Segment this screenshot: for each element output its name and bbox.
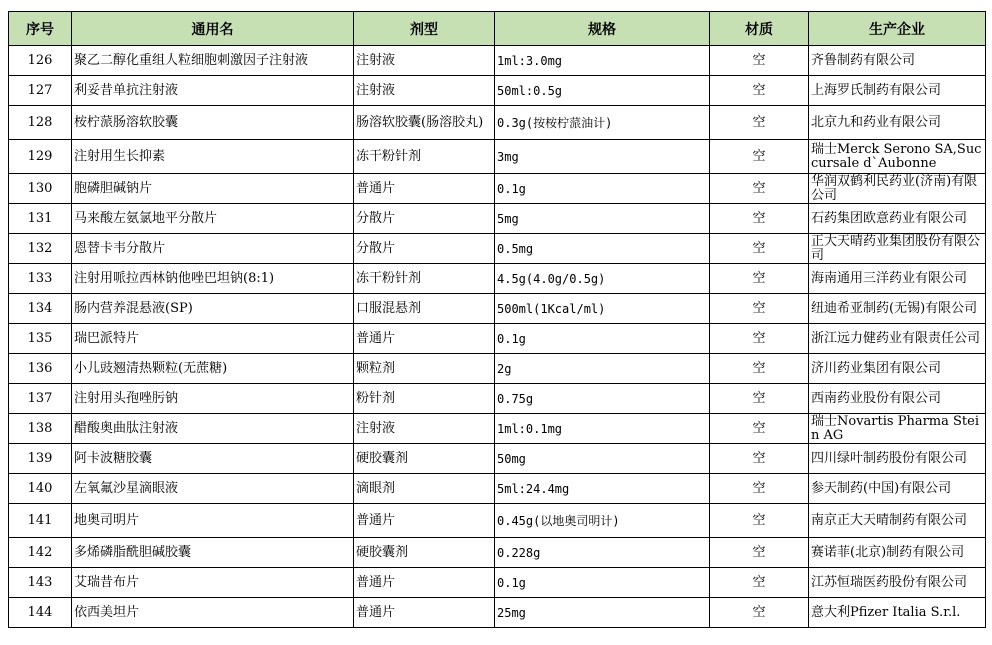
cell-specification: 0.228g [495, 538, 710, 568]
header-row [9, 12, 986, 46]
cell-dosage-form: 分散片 [354, 234, 495, 264]
cell-dosage-form: 硬胶囊剂 [354, 444, 495, 474]
cell-manufacturer: 石药集团欧意药业有限公司 [809, 204, 986, 234]
cell-material: 空 [710, 106, 809, 140]
cell-generic-name: 依西美坦片 [72, 598, 354, 628]
cell-serial-number: 134 [9, 294, 72, 324]
cell-serial-number: 139 [9, 444, 72, 474]
cell-specification: 500ml(1Kcal/ml) [495, 294, 710, 324]
cell-serial-number: 128 [9, 106, 72, 140]
table-row [9, 474, 986, 504]
header-specification: 规格 [495, 12, 710, 46]
drug-list-table [8, 11, 986, 628]
cell-manufacturer: 北京九和药业有限公司 [809, 106, 986, 140]
cell-generic-name: 注射用生长抑素 [72, 140, 354, 174]
cell-specification: 25mg [495, 598, 710, 628]
table-row [9, 568, 986, 598]
cell-generic-name: 注射用哌拉西林钠他唑巴坦钠(8:1) [72, 264, 354, 294]
table-row [9, 264, 986, 294]
cell-manufacturer: 江苏恒瑞医药股份有限公司 [809, 568, 986, 598]
cell-material: 空 [710, 140, 809, 174]
cell-manufacturer: 济川药业集团有限公司 [809, 354, 986, 384]
cell-material: 空 [710, 384, 809, 414]
cell-specification: 0.1g [495, 174, 710, 204]
cell-serial-number: 140 [9, 474, 72, 504]
header-dosage-form: 剂型 [354, 12, 495, 46]
cell-material: 空 [710, 324, 809, 354]
table-row [9, 106, 986, 140]
cell-manufacturer: 参天制药(中国)有限公司 [809, 474, 986, 504]
cell-material: 空 [710, 414, 809, 444]
table-row [9, 204, 986, 234]
cell-generic-name: 小儿豉翘清热颗粒(无蔗糖) [72, 354, 354, 384]
cell-generic-name: 左氧氟沙星滴眼液 [72, 474, 354, 504]
cell-material: 空 [710, 234, 809, 264]
cell-serial-number: 131 [9, 204, 72, 234]
cell-material: 空 [710, 598, 809, 628]
cell-dosage-form: 冻干粉针剂 [354, 140, 495, 174]
cell-dosage-form: 注射液 [354, 46, 495, 76]
cell-specification: 2g [495, 354, 710, 384]
header-manufacturer: 生产企业 [809, 12, 986, 46]
cell-specification: 0.5mg [495, 234, 710, 264]
cell-manufacturer: 瑞士Merck Serono SA,Succursale d`Aubonne [809, 140, 986, 174]
cell-serial-number: 137 [9, 384, 72, 414]
table-row [9, 294, 986, 324]
cell-manufacturer: 南京正大天晴制药有限公司 [809, 504, 986, 538]
cell-serial-number: 138 [9, 414, 72, 444]
cell-material: 空 [710, 504, 809, 538]
table-row [9, 504, 986, 538]
table-row [9, 354, 986, 384]
table-body [9, 46, 986, 628]
cell-manufacturer: 华润双鹤利民药业(济南)有限公司 [809, 174, 986, 204]
table-row [9, 598, 986, 628]
cell-dosage-form: 注射液 [354, 414, 495, 444]
cell-specification: 4.5g(4.0g/0.5g) [495, 264, 710, 294]
cell-manufacturer: 赛诺菲(北京)制药有限公司 [809, 538, 986, 568]
header-material: 材质 [710, 12, 809, 46]
table-row [9, 234, 986, 264]
cell-specification: 0.45g(以地奥司明计) [495, 504, 710, 538]
cell-dosage-form: 普通片 [354, 174, 495, 204]
cell-specification: 0.1g [495, 568, 710, 598]
cell-manufacturer: 四川绿叶制药股份有限公司 [809, 444, 986, 474]
cell-specification: 1ml:3.0mg [495, 46, 710, 76]
table-row [9, 140, 986, 174]
cell-manufacturer: 意大利Pfizer Italia S.r.l. [809, 598, 986, 628]
cell-serial-number: 129 [9, 140, 72, 174]
cell-manufacturer: 正大天晴药业集团股份有限公司 [809, 234, 986, 264]
cell-material: 空 [710, 354, 809, 384]
cell-serial-number: 135 [9, 324, 72, 354]
cell-serial-number: 133 [9, 264, 72, 294]
cell-manufacturer: 齐鲁制药有限公司 [809, 46, 986, 76]
cell-specification: 5ml:24.4mg [495, 474, 710, 504]
cell-dosage-form: 硬胶囊剂 [354, 538, 495, 568]
cell-serial-number: 143 [9, 568, 72, 598]
header-serial-number: 序号 [9, 12, 72, 46]
cell-generic-name: 胞磷胆碱钠片 [72, 174, 354, 204]
cell-dosage-form: 普通片 [354, 504, 495, 538]
cell-generic-name: 马来酸左氨氯地平分散片 [72, 204, 354, 234]
cell-serial-number: 132 [9, 234, 72, 264]
cell-generic-name: 聚乙二醇化重组人粒细胞刺激因子注射液 [72, 46, 354, 76]
cell-serial-number: 136 [9, 354, 72, 384]
cell-manufacturer: 瑞士Novartis Pharma Stein AG [809, 414, 986, 444]
cell-specification: 50ml:0.5g [495, 76, 710, 106]
cell-generic-name: 阿卡波糖胶囊 [72, 444, 354, 474]
cell-manufacturer: 上海罗氏制药有限公司 [809, 76, 986, 106]
cell-serial-number: 142 [9, 538, 72, 568]
cell-dosage-form: 注射液 [354, 76, 495, 106]
table-row [9, 538, 986, 568]
cell-dosage-form: 普通片 [354, 598, 495, 628]
cell-specification: 0.3g(按桉柠蒎油计) [495, 106, 710, 140]
cell-material: 空 [710, 538, 809, 568]
header-generic-name: 通用名 [72, 12, 354, 46]
cell-specification: 0.75g [495, 384, 710, 414]
cell-serial-number: 144 [9, 598, 72, 628]
cell-generic-name: 地奥司明片 [72, 504, 354, 538]
table-row [9, 76, 986, 106]
cell-dosage-form: 普通片 [354, 568, 495, 598]
table-row [9, 174, 986, 204]
cell-generic-name: 桉柠蒎肠溶软胶囊 [72, 106, 354, 140]
cell-generic-name: 醋酸奥曲肽注射液 [72, 414, 354, 444]
cell-material: 空 [710, 474, 809, 504]
cell-specification: 3mg [495, 140, 710, 174]
cell-manufacturer: 纽迪希亚制药(无锡)有限公司 [809, 294, 986, 324]
cell-specification: 0.1g [495, 324, 710, 354]
table-row [9, 46, 986, 76]
table-row [9, 444, 986, 474]
cell-dosage-form: 口服混悬剂 [354, 294, 495, 324]
cell-dosage-form: 普通片 [354, 324, 495, 354]
cell-dosage-form: 肠溶软胶囊(肠溶胶丸) [354, 106, 495, 140]
cell-dosage-form: 粉针剂 [354, 384, 495, 414]
cell-serial-number: 126 [9, 46, 72, 76]
cell-generic-name: 恩替卡韦分散片 [72, 234, 354, 264]
cell-dosage-form: 颗粒剂 [354, 354, 495, 384]
cell-material: 空 [710, 444, 809, 474]
cell-specification: 50mg [495, 444, 710, 474]
cell-generic-name: 注射用头孢唑肟钠 [72, 384, 354, 414]
cell-material: 空 [710, 76, 809, 106]
cell-material: 空 [710, 294, 809, 324]
cell-generic-name: 瑞巴派特片 [72, 324, 354, 354]
cell-manufacturer: 海南通用三洋药业有限公司 [809, 264, 986, 294]
cell-material: 空 [710, 46, 809, 76]
cell-specification: 5mg [495, 204, 710, 234]
cell-dosage-form: 滴眼剂 [354, 474, 495, 504]
cell-serial-number: 141 [9, 504, 72, 538]
cell-manufacturer: 西南药业股份有限公司 [809, 384, 986, 414]
table-header [9, 12, 986, 46]
cell-serial-number: 130 [9, 174, 72, 204]
cell-specification: 1ml:0.1mg [495, 414, 710, 444]
cell-material: 空 [710, 264, 809, 294]
cell-generic-name: 利妥昔单抗注射液 [72, 76, 354, 106]
cell-generic-name: 肠内营养混悬液(SP) [72, 294, 354, 324]
cell-material: 空 [710, 174, 809, 204]
cell-dosage-form: 分散片 [354, 204, 495, 234]
cell-generic-name: 艾瑞昔布片 [72, 568, 354, 598]
cell-manufacturer: 浙江远力健药业有限责任公司 [809, 324, 986, 354]
cell-material: 空 [710, 568, 809, 598]
table-row [9, 414, 986, 444]
table-row [9, 384, 986, 414]
cell-material: 空 [710, 204, 809, 234]
cell-generic-name: 多烯磷脂酰胆碱胶囊 [72, 538, 354, 568]
cell-serial-number: 127 [9, 76, 72, 106]
table-row [9, 324, 986, 354]
cell-dosage-form: 冻干粉针剂 [354, 264, 495, 294]
